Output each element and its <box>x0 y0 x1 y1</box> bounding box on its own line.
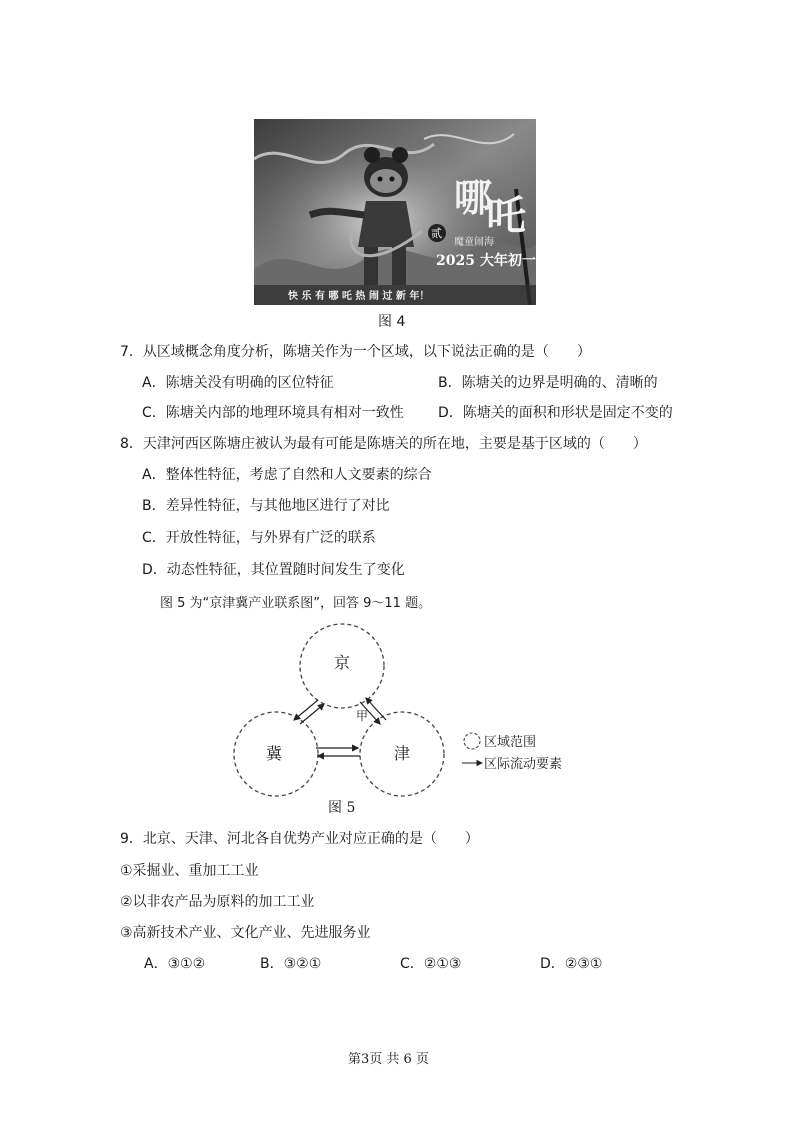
poster-subtitle: 魔童闹海 <box>454 237 494 248</box>
q7-option-b: B．陈塘关的边界是明确的、清晰的 <box>438 375 658 391</box>
q9-option-d: D．②③① <box>540 956 603 972</box>
q9-option-c: C．②①③ <box>400 956 462 972</box>
q9-option-b: B．③②① <box>260 956 322 972</box>
page-footer: 第3页 共 6 页 <box>348 1052 429 1067</box>
poster-title-char1: 哪 <box>454 175 493 220</box>
movie-poster-image <box>254 119 536 305</box>
q8-option-d: D．动态性特征，其位置随时间发生了变化 <box>142 562 405 578</box>
intro-9-11: 图 5 为“京津冀产业联系图”，回答 9～11 题。 <box>160 596 432 611</box>
q7-option-d: D．陈塘关的面积和形状是固定不变的 <box>438 405 673 421</box>
figure4-caption: 图 4 <box>378 314 406 330</box>
q9-stem: 9．北京、天津、河北各自优势产业对应正确的是（ ） <box>120 831 479 847</box>
q8-option-c: C．开放性特征，与外界有广泛的联系 <box>142 530 376 546</box>
q7-stem: 7．从区域概念角度分析，陈塘关作为一个区域，以下说法正确的是（ ） <box>120 344 591 360</box>
flow-arrow <box>366 698 386 720</box>
q8-option-b: B．差异性特征，与其他地区进行了对比 <box>142 498 390 514</box>
node-ji: 冀 <box>266 744 283 763</box>
q9-item-2: ②以非农产品为原料的加工工业 <box>120 894 315 910</box>
flow-arrow <box>300 704 324 724</box>
poster-badge: 贰 <box>431 227 442 240</box>
q9-item-3: ③高新技术产业、文化产业、先进服务业 <box>120 925 371 941</box>
legend-region-label: 区域范围 <box>484 735 537 750</box>
q7-option-c: C．陈塘关内部的地理环境具有相对一致性 <box>142 405 404 421</box>
node-jing: 京 <box>334 653 351 672</box>
flow-arrow <box>294 700 318 720</box>
node-jin: 津 <box>394 744 411 763</box>
poster-illustration <box>254 119 536 305</box>
poster-slogan: 快 乐 有 哪 吒 热 闹 过 新 年！ <box>288 291 430 302</box>
poster-date: 2025 大年初一 <box>436 253 536 269</box>
legend-flow-label: 区际流动要素 <box>484 757 563 772</box>
figure5-diagram <box>230 620 590 800</box>
label-jia: 甲 <box>356 709 369 723</box>
figure5-caption: 图 5 <box>328 800 356 816</box>
q9-option-a: A．③①② <box>144 956 206 972</box>
q8-option-a: A．整体性特征，考虑了自然和人文要素的综合 <box>142 467 432 483</box>
poster-title-char2: 吒 <box>486 192 526 239</box>
q8-stem: 8．天津河西区陈塘庄被认为最有可能是陈塘关的所在地，主要是基于区域的（ ） <box>120 436 647 452</box>
q9-item-1: ①采掘业、重加工工业 <box>120 863 259 879</box>
legend-region-icon <box>464 733 480 749</box>
q7-option-a: A．陈塘关没有明确的区位特征 <box>142 375 334 391</box>
